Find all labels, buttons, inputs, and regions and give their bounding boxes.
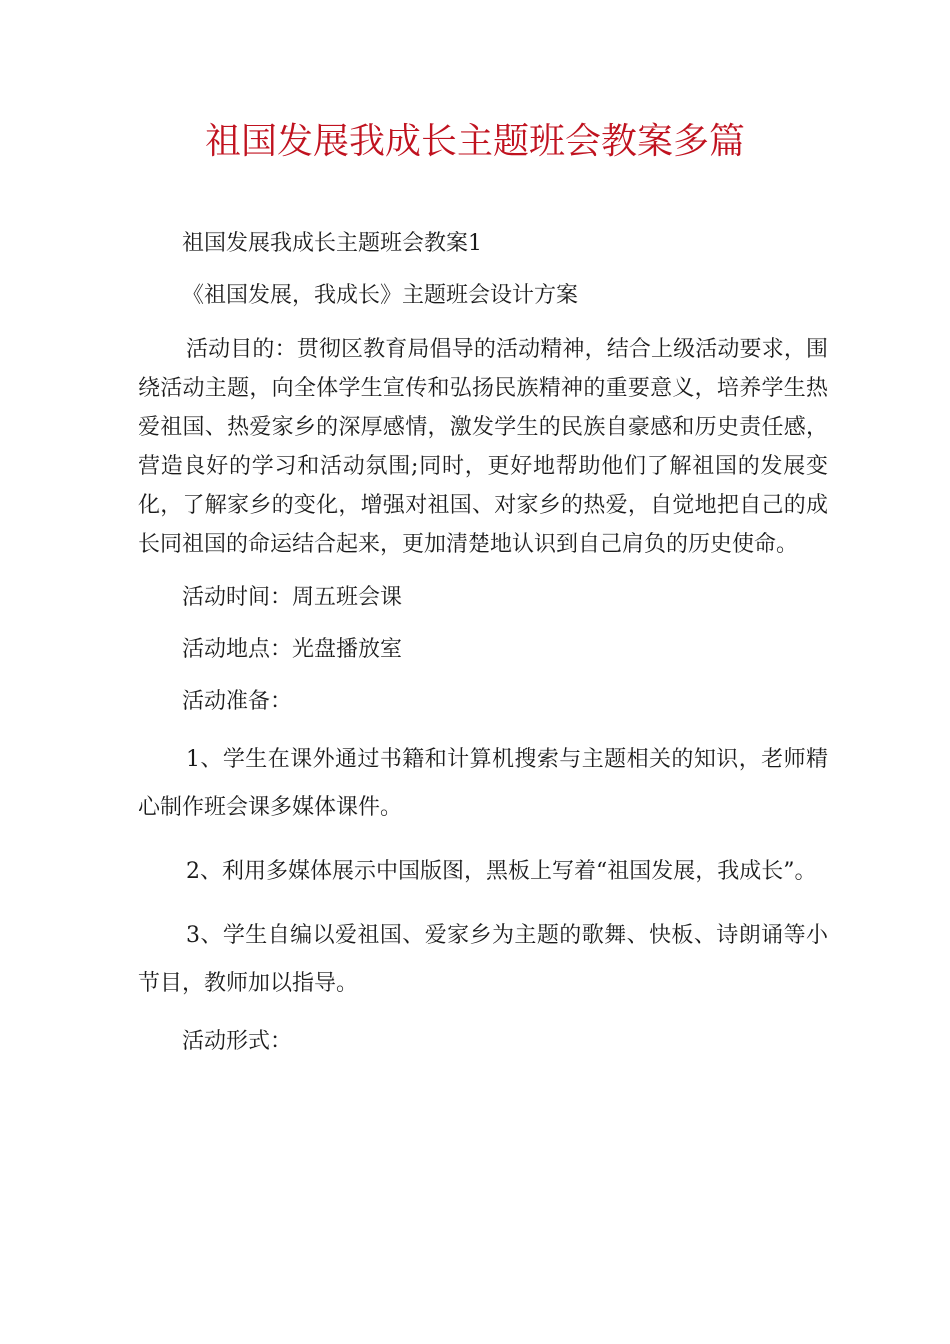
- paragraph-location: 活动地点：光盘播放室: [182, 637, 403, 662]
- plan-title: 《祖国发展，我成长》主题班会设计方案: [182, 283, 579, 308]
- document-body: [138, 226, 828, 1060]
- paragraph-preparation: 活动准备：: [182, 689, 293, 714]
- preparation-item-1: 1、学生在课外通过书籍和计算机搜索与主题相关的知识，老师精心制作班会课多媒体课件。: [138, 747, 828, 820]
- paragraph-time: 活动时间：周五班会课: [182, 585, 403, 610]
- preparation-item-2: 2、利用多媒体展示中国版图，黑板上写着“祖国发展，我成长”。: [186, 859, 817, 884]
- paragraph-format: 活动形式：: [182, 1029, 293, 1054]
- document-title: 祖国发展我成长主题班会教案多篇: [204, 121, 745, 162]
- preparation-item-3: 3、学生自编以爱祖国、爱家乡为主题的歌舞、快板、诗朗诵等小节目，教师加以指导。: [138, 923, 828, 996]
- paragraph-purpose: 活动目的：贯彻区教育局倡导的活动精神，结合上级活动要求，围绕活动主题，向全体学生宣传和弘扬民族精神的重要意义，培养学生热爱祖国、热爱家乡的深厚感情，激发学生的民族自豪感和历史责任感，营造良好的学习和活动氛围;同时，更好地帮助他们了解祖国的发展变化，了解家乡的变化，增强对祖国、对家乡的热爱，自觉地把自己的成长同祖国的命运结合起来，更加清楚地认识到自己肩负的历史使命。: [138, 337, 828, 557]
- section-heading: 祖国发展我成长主题班会教案1: [182, 231, 482, 256]
